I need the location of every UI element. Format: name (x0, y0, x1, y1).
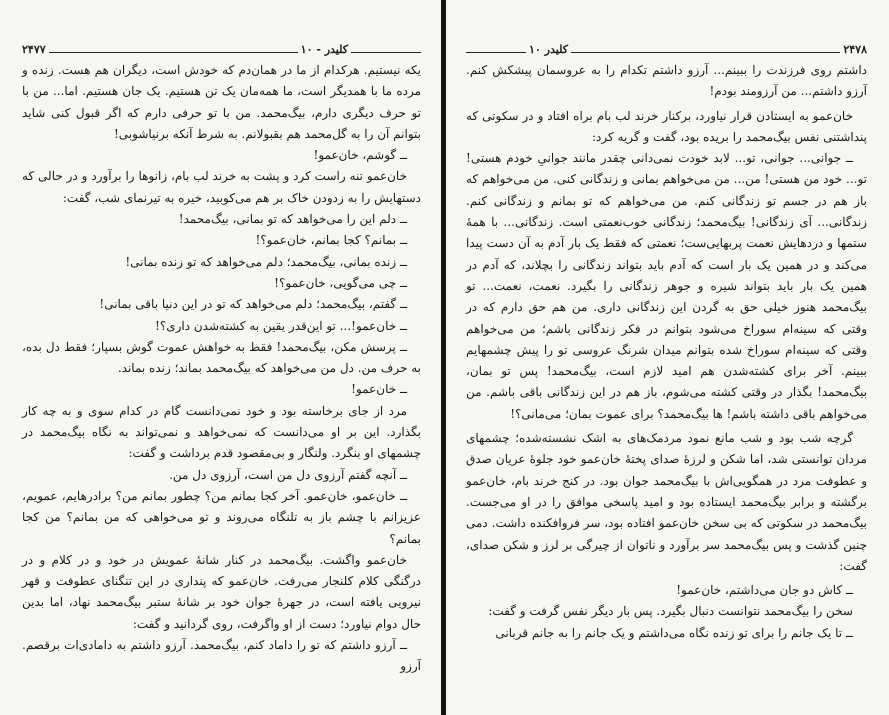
paragraph: ــ تا یک جانم را برای تو زنده نگاه می‌داشتم و یک جانم را به جانم قربانی (495, 625, 853, 640)
paragraph: گرچه شب بود و شب مانع نمود مردمک‌های به اشک نشسته‌شده؛ چشمهای مردان توانستی شد، اما شکن و لرزهٔ صدای پختهٔ خان‌عمو خود جلوهٔ عریان صدق و عطوفت مرد در همگویی‌اش با بیگ‌محمد جوان بود. در کنج خرند بام، خان‌عمو برگشته و برابر بیگ‌محمد ایستاده بود و امید پاسخی موافق را در او می‌جست. بیگ‌محمد در سکوتی که بی سخن خان‌عمو افتاده بود، سر فروافکنده داشت. دمی چنین گذشت و پس بیگ‌محمد سر برآورد و ناتوان از چیرگی بر لرز و شکن صدای، گفت: (466, 431, 867, 573)
page-number: ۲۴۷۷ (19, 43, 49, 56)
paragraph: خان‌عمو واگشت. بیگ‌محمد در کنار شانهٔ عمویش در خود و در کلام و در درگنگی کلام کلنجار می‌رفت. خان‌عمو که پنداری در این تنگنای عطوفت و قهر نیرویی یافته است، در جهرهٔ جوان خود بر شانهٔ ستبر بیگ‌محمد نهاد، اما بدین حال دوام نیاورد؛ دست از او واگرفت، روی گردانید و گفت: (22, 552, 421, 631)
paragraph: یکه نیستیم. هرکدام از ما در همان‌دم که خودش است، دیگران هم هست. زنده و مرده ما با همدیگر است، ما همه‌مان یک تن هستیم. یک جان هستیم. اما... من با تو حرف دیگری دارم، بیگ‌محمد. من با تو حرفی دارم که اگر قبول کنی شاید بتوانم آن را به گل‌محمد هم بقبولانم. به شرط آنکه برنیاشوبی! (22, 63, 421, 141)
paragraph: ــ دلم این را می‌خواهد که تو بمانی، بیگ‌محمد! (178, 212, 407, 227)
right-page-body (466, 60, 867, 644)
paragraph: ــ بمانم؟ کجا بمانم، خان‌عمو؟! (255, 233, 407, 248)
running-title: کلیدر - ۱۰ (298, 43, 351, 56)
paragraph: ــ خان‌عمو! (351, 382, 407, 397)
left-page-header (22, 44, 421, 58)
paragraph: ــ کاش دو جان می‌داشتم، خان‌عمو! (676, 583, 853, 598)
paragraph: ــ آرزو داشتم که تو را داماد کنم، بیگ‌محمد. آرزو داشتم به دامادی‌ات برقصم. آرزو (22, 638, 421, 674)
paragraph: ــ جوانی... جوانی، تو... لابد خودت نمی‌دانی چقدر مانند جوانیِ خودم هستی! تو... خود من هستی! من... من می‌خواهم بمانی و زندگانی کنی. من می‌خواهم که باز هم در جسم تو زندگانی کنم. من می‌خواهم که تو بمانم و زندگانی کنم. زندگانی... آی زندگانی! بیگ‌محمد؛ زندگانی خوب‌نعمتی است. زندگانی... با همهٔ ستمها و دردهایش نعمت پربهایی‌ست؛ نعمتی که فقط یک بار آدم به آن دست پیدا می‌کند و در همین یک بار است که آدم باید بتواند زندگانی را بچلاند، که آدم در همین یک بار باید بتواند شیره و جوهر زندگانی را بگیرد. نعمت، نعمت... تو بیگ‌محمد هنوز خیلی حق به گردن این زندگانی داری. من هم حق دارم که در وقتی که سینه‌ام سوراخ می‌شود بتوانم در فکر زندگانی باشم؛ من می‌خواهم وقتی که سینه‌ام سوراخ شده بتوانم میدان شرنگ عروسی تو را پیش چشمهایم ببینم. آخر برای کشته‌شدن هم امید لازم است، بیگ‌محمد! پس تو بمان، بیگ‌محمد! بگذار در وقتی کشته می‌شوم، باز هم در این زندگانی باقی باشم. من می‌خواهم باقی داشته باشم! ها بیگ‌محمد؟ برای عموت بمان؛ می‌مانی؟! (466, 151, 867, 421)
paragraph: ــ پرسش مکن، بیگ‌محمد! فقط به خواهش عموت گوش بسپار؛ فقط دل بده، به حرف من. دل من می‌خواهد که بیگ‌محمد بماند؛ زنده بماند. (22, 339, 421, 376)
paragraph: خان‌عمو تنه راست کرد و پشت به خرند لب بام، زانوها را برآورد و در حالی که دستهایش را به زدودن خاک بر هم می‌کوبید، خیره به تیرنمای شب، گفت: (22, 169, 421, 205)
paragraph: ــ گوشم، خان‌عمو! (313, 148, 407, 163)
header-rule (22, 52, 421, 53)
paragraph: ــ گفتم، بیگ‌محمد؛ دلم می‌خواهد که تو در این دنیا باقی بمانی! (99, 297, 407, 312)
right-page-header (466, 44, 867, 58)
left-page-body (22, 60, 421, 678)
running-title: کلیدر ۱۰ (526, 43, 571, 56)
paragraph: ــ زنده بمانی، بیگ‌محمد؛ دلم می‌خواهد که تو زنده بمانی! (125, 254, 407, 269)
paragraph: مرد از جای برخاسته بود و خود نمی‌دانست گام در کدام سوی و به چه کار بگذارد. این بر او می‌دانست که نمی‌خواهد و نمی‌تواند به نگاه بیگ‌محمد در چشمهای او بنگرد. ولنگار و بی‌مقصود قدم برداشت و گفت: (22, 403, 421, 461)
paragraph: ــ چی می‌گویی، خان‌عمو؟! (274, 275, 407, 290)
paragraph: سخن را بیگ‌محمد نتوانست دنبال بگیرد. پس بار دیگر نفس گرفت و گفت: (488, 604, 853, 619)
paragraph: ــ آنچه گفتم آرزوی دل من است، آرزوی دل من. (169, 467, 407, 482)
right-page (446, 0, 889, 715)
paragraph: ــ خان‌عمو، خان‌عمو. آخر کجا بمانم من؟ چطور بمانم من؟ برادرهایم، عمویم، عزیزانم با چشم باز به تلنگاه می‌روند و تو می‌خواهی که من بمانم؟ من کجا بمانم؟ (22, 488, 421, 546)
page-number: ۲۴۷۸ (840, 43, 870, 56)
paragraph: خان‌عمو به ایستادن قرار نیاورد، برکنار خرند لب بام براه افتاد و در سکوتی که پنداشتنی نفس بیگ‌محمد را بریده بود، گفت و گریه کرد: (466, 108, 867, 144)
left-page (0, 0, 441, 715)
paragraph: داشتم روی فرزندت را ببینم... آرزو داشتم تکدام را به عروسمان پیشکش کنم. آرزو داشتم... من آرزومند بودم! (466, 63, 867, 99)
paragraph: ــ خان‌عمو!... تو این‌قدر یقین به کشته‌شدن داری؟! (155, 318, 407, 333)
